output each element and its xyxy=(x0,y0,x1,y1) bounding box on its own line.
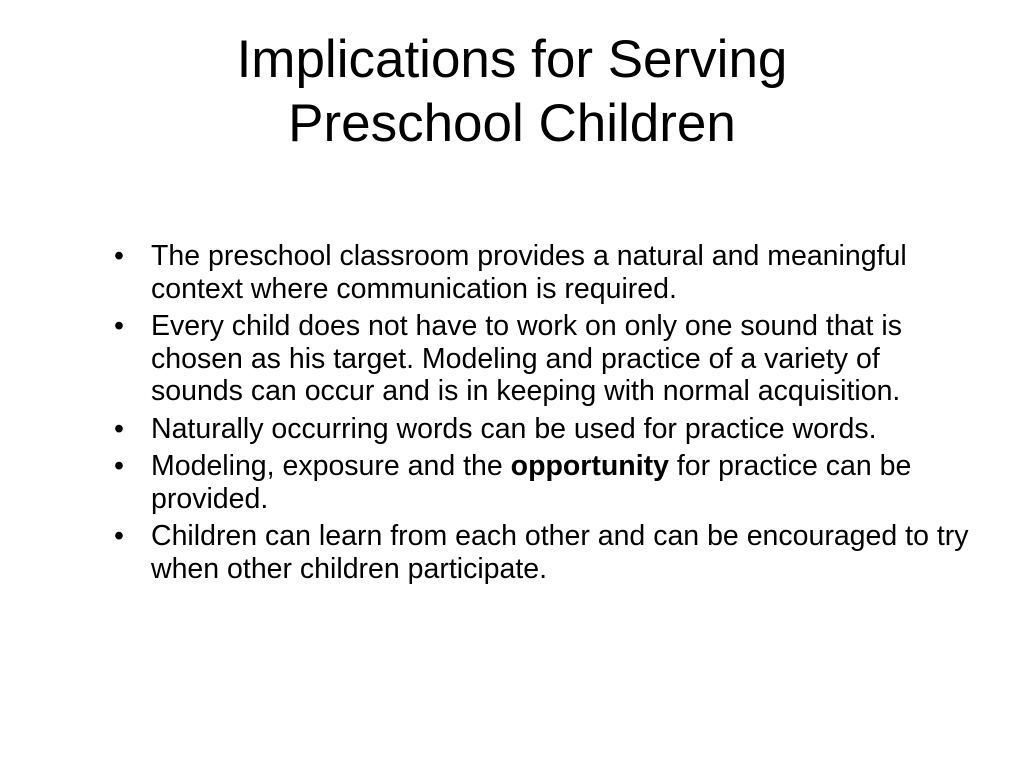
bullet-item-classroom-context xyxy=(114,240,974,305)
slide-title-line-2: Preschool Children xyxy=(288,94,736,153)
bullet-dot-icon: • xyxy=(114,520,124,552)
bullet-item-peer-learning xyxy=(114,520,974,585)
bullet-text: Every child does not have to work on only one sound that is chosen as his target. Modeling and practice of a variety of sounds can occur and is in keeping with normal acquisition. xyxy=(151,310,902,407)
bullet-dot-icon: • xyxy=(114,310,124,342)
bullet-list xyxy=(114,240,974,590)
bullet-text: The preschool classroom provides a natural and meaningful context where communication is required. xyxy=(151,240,907,305)
bullet-dot-icon: • xyxy=(114,240,124,272)
bullet-text: Naturally occurring words can be used for practice words. xyxy=(151,412,877,445)
bullet-item-opportunity xyxy=(114,450,974,515)
slide-title xyxy=(0,28,1024,156)
bullet-item-multiple-sounds xyxy=(114,310,974,408)
bullet-text-bold-opportunity: opportunity xyxy=(510,450,669,482)
bullet-text-after: for practice can be provided. xyxy=(151,450,912,515)
bullet-text-before: Modeling, exposure and the xyxy=(151,450,511,482)
bullet-text xyxy=(151,450,911,515)
slide-title-line-1: Implications for Serving xyxy=(236,30,788,89)
bullet-text: Children can learn from each other and can be encouraged to try when other children participate. xyxy=(151,520,969,585)
bullet-item-natural-words xyxy=(114,413,974,446)
bullet-dot-icon: • xyxy=(114,412,124,445)
bullet-dot-icon: • xyxy=(114,450,124,482)
